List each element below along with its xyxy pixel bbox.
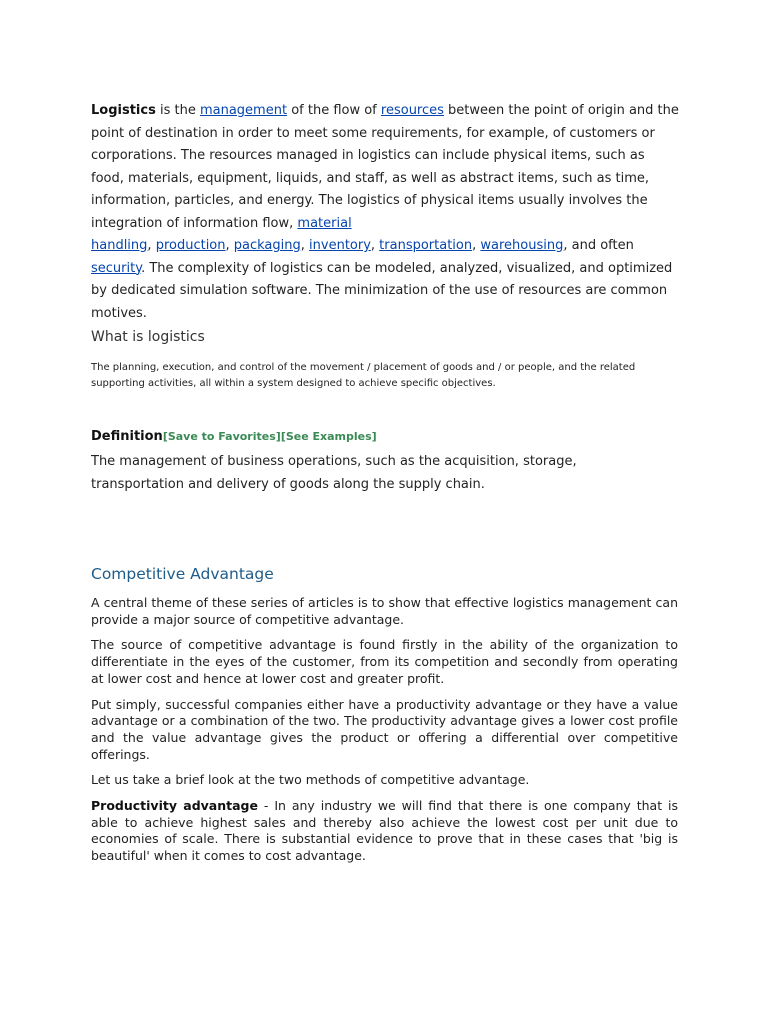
separator: , [300,238,310,253]
paragraph: The source of competitive advantage is found firstly in the ability of the organization to differentiate in the eyes of the customer, from its competition and secondly from operating at lower cost and hence at lower cost and greater profit. [91,637,678,686]
link-material-handling[interactable]: handling [91,238,148,253]
intro-text: of the flow of [287,103,381,118]
intro-text: , and often [563,238,634,253]
term-logistics: Logistics [91,103,156,118]
separator: , [370,238,380,253]
definition-label: Definition [91,429,163,444]
paragraph: Put simply, successful companies either have a productivity advantage or they have a value advantage or a combination of the two. The productivity advantage gives a lower cost profile and the value advantage gives the product or offering a differential over competitive offerings. [91,696,678,762]
paragraph: Let us take a brief look at the two methods of competitive advantage. [91,772,530,788]
definition-header [91,429,377,444]
paragraph-text: - In any industry we will find that there is one company that is able to achieve highest sales and thereby also achieve the lowest cost per unit due to economies of scale. There is substantial evidence to prove that in these cases that 'big is beautiful' when it comes to cost advantage. [91,798,678,864]
definition-text: The management of business operations, such as the acquisition, storage, transportation and delivery of goods along the supply chain. [91,454,577,492]
productivity-advantage-term: Productivity advantage [91,798,258,814]
link-production[interactable]: production [155,238,226,253]
link-transportation[interactable]: transportation [379,238,473,253]
paragraph: A central theme of these series of articles is to show that effective logistics management can provide a major source of competitive advantage. [91,595,678,627]
separator: , [225,238,234,253]
link-packaging[interactable]: packaging [233,238,301,253]
paragraph [91,798,678,865]
intro-text: . The complexity of logistics can be modeled, analyzed, visualized, and optimized by dedicated simulation software. The minimization of the use of resources are common motives. [91,260,673,321]
competitive-advantage-body [91,595,678,874]
save-to-favorites-link[interactable]: [Save to Favorites] [162,430,281,443]
separator: , [147,238,156,253]
link-security[interactable]: security [91,260,142,276]
link-resources[interactable]: resources [380,103,444,118]
link-inventory[interactable]: inventory [309,238,371,253]
intro-text: is the [155,103,200,118]
separator: , [472,238,481,253]
intro-paragraph [91,100,681,325]
what-is-logistics-text: The planning, execution, and control of the movement / placement of goods and / or people, and the related supporting activities, all within a system designed to achieve specific objectives. [91,362,636,389]
link-warehousing[interactable]: warehousing [480,238,564,253]
see-examples-link[interactable]: [See Examples] [280,430,377,443]
link-management[interactable]: management [199,103,288,118]
link-material-handling[interactable]: material [297,215,352,231]
what-is-logistics-heading: What is logistics [91,329,205,345]
competitive-advantage-heading: Competitive Advantage [91,565,274,583]
intro-text: between the point of origin and the point of destination in order to meet some requirements, for example, of customers or corporations. The resources managed in logistics can include physical items, such as food, materials, equipment, liquids, and staff, as well as abstract items, such as time, information, particles, and energy. The logistics of physical items usually involves the integration of information flow, [91,103,679,231]
